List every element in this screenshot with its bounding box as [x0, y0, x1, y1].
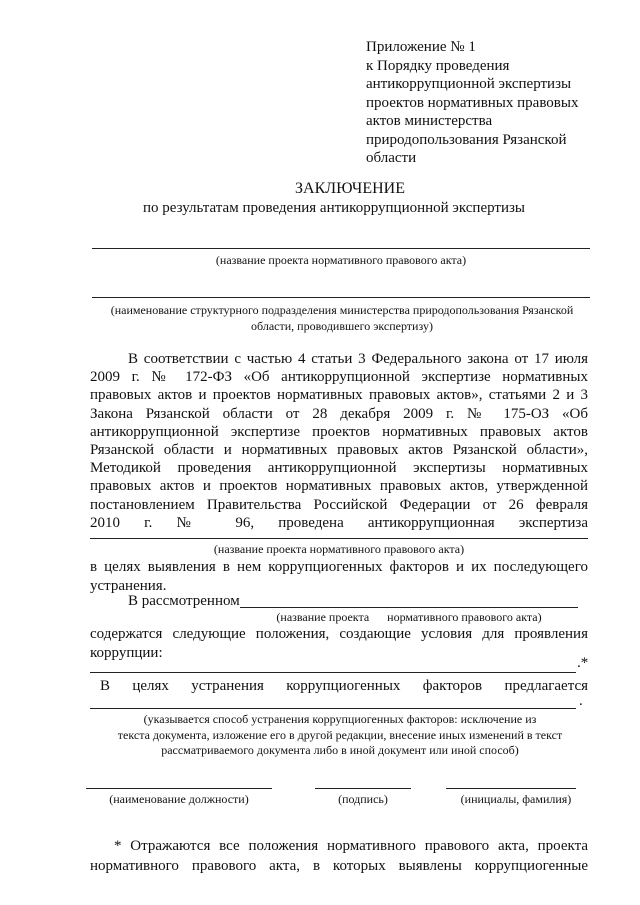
main-paragraph [90, 350, 588, 532]
division-caption-line: области, проводившего экспертизу) [251, 319, 433, 333]
sign-caption: (подпись) [338, 792, 388, 806]
sign-line [315, 788, 411, 789]
project-name-line [92, 248, 590, 249]
considered-line [240, 607, 578, 608]
division-caption [82, 302, 602, 334]
provisions-line: коррупции: [90, 645, 163, 661]
purpose-paragraph [90, 558, 588, 596]
method-caption-line: (указывается способ устранения коррупциогенных факторов: исключение из [143, 712, 537, 726]
body-line: Рязанской области и нормативных правовых актов Рязанской области», [90, 442, 588, 459]
appendix-line: проектов нормативных правовых [366, 94, 579, 111]
method-caption-line: рассматриваемого документа либо в иной документ или иной способ) [161, 743, 519, 757]
body-line: 2009 г. № 172-ФЗ «Об антикоррупционной экспертизе нормативных [90, 369, 588, 386]
project-name-caption: (название проекта нормативного правового акта) [215, 253, 467, 267]
provisions-paragraph [90, 625, 588, 663]
division-line [92, 297, 590, 298]
body-line: правовых актов и проектов нормативных правовых актов, утвержденной [90, 478, 588, 495]
footnote [90, 836, 588, 876]
body-line: правовых актов и проектов нормативных правовых актов», статьями 2 и 3 [90, 387, 588, 404]
appendix-line: к Порядку проведения [366, 57, 510, 74]
appendix-line: актов министерства [366, 113, 493, 129]
elimination-line-blank [90, 708, 576, 709]
document-subtitle: по результатам проведения антикоррупционной экспертизы [142, 200, 526, 216]
purpose-line: в целях выявления в нем коррупциогенных факторов и их последующего [90, 559, 588, 575]
name-caption: (инициалы, фамилия) [460, 792, 572, 806]
project-name-caption-2: (название проекта нормативного правового акта) [213, 542, 465, 556]
position-caption: (наименование должности) [109, 792, 249, 806]
body-line: В соответствии с частью 4 статьи 3 Федерального закона от 17 июля [128, 351, 588, 367]
body-line: Методикой проведения антикоррупционной экспертизы нормативных [90, 460, 588, 477]
footnote-line: * Отражаются все положения нормативного правового акта, проекта [114, 838, 588, 854]
purpose-line: устранения. [90, 578, 167, 594]
body-line: постановлением Правительства Российской Федерации от 26 февраля [90, 496, 588, 513]
document-title: ЗАКЛЮЧЕНИЕ [295, 180, 405, 197]
considered-caption: (название проекта нормативного правового акта) [276, 610, 542, 624]
method-caption [80, 712, 600, 759]
asterisk-mark: .* [577, 655, 589, 671]
division-caption-line: (наименование структурного подразделения министерства природопользования Рязанской [110, 303, 574, 317]
appendix-line: антикоррупционной экспертизы [366, 76, 572, 92]
appendix-line: Приложение № 1 [366, 39, 476, 55]
body-line: 2010 г. № 96, проведена антикоррупционная экспертиза [90, 514, 588, 531]
body-line: антикоррупционной экспертизе проектов нормативных правовых актов [90, 423, 588, 440]
provisions-line-blank [90, 672, 576, 673]
elimination-text: В целях устранения коррупциогенных факторов предлагается [100, 678, 588, 694]
footnote-line: нормативного правового акта, в которых выявлены коррупциогенные [90, 858, 588, 874]
appendix-line: области [366, 150, 417, 166]
name-line [446, 788, 576, 789]
appendix-header [366, 38, 578, 168]
position-line [86, 788, 272, 789]
appendix-line: природопользования Рязанской [366, 131, 567, 148]
period-mark: . [579, 693, 583, 709]
considered-label: В рассмотренном [128, 593, 240, 609]
body-line: Закона Рязанской области от 28 декабря 2009 г. № 175-ОЗ «Об [90, 405, 588, 422]
provisions-line: содержатся следующие положения, создающие условия для проявления [90, 626, 588, 642]
project-name-line-2 [90, 538, 588, 539]
method-caption-line: текста документа, изложение его в другой редакции, внесение иных изменений в текст [117, 727, 563, 742]
